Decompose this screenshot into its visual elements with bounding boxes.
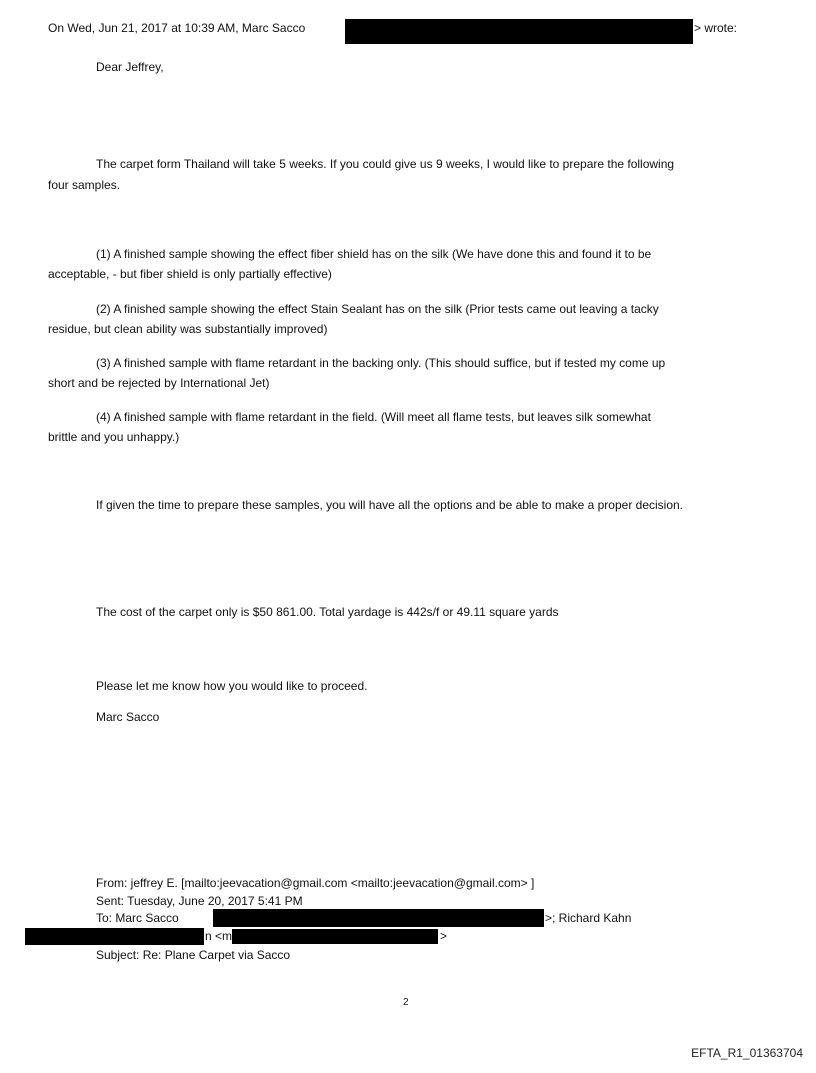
redaction-box [25,928,204,945]
redaction-box [213,909,544,927]
item-4-line-1: (4) A finished sample with flame retardant in the field. (Will meet all flame tests, but leaves silk somewhat [96,410,651,424]
signature: Marc Sacco [96,710,160,724]
greeting: Dear Jeffrey, [96,60,164,74]
item-3-line-2: short and be rejected by International Jet) [48,376,270,390]
redaction-box [232,929,438,944]
header-suffix: > wrote: [694,21,738,35]
options-line: If given the time to prepare these samples, you will have all the options and be able to make a proper decision. [96,498,684,512]
page-number: 2 [403,997,409,1008]
quoted-subject: Subject: Re: Plane Carpet via Sacco [96,948,291,962]
item-4-line-2: brittle and you unhappy.) [48,430,180,444]
item-1-line-1: (1) A finished sample showing the effect fiber shield has on the silk (We have done this and found it to be [96,247,652,261]
cost-line: The cost of the carpet only is $50 861.00. Total yardage is 442s/f or 49.11 square yards [96,605,559,619]
item-2-line-1: (2) A finished sample showing the effect Stain Sealant has on the silk (Prior tests came out leaving a tacky [96,302,659,316]
header-prefix: On Wed, Jun 21, 2017 at 10:39 AM, Marc Sacco [48,21,306,35]
intro-line-1: The carpet form Thailand will take 5 weeks. If you could give us 9 weeks, I would like to prepare the following [96,157,675,171]
intro-line-2: four samples. [48,178,121,192]
item-1-line-2: acceptable, - but fiber shield is only partially effective) [48,267,332,281]
quoted-sent: Sent: Tuesday, June 20, 2017 5:41 PM [96,894,303,908]
quoted-from: From: jeffrey E. [mailto:jeevacation@gmail.com <mailto:jeevacation@gmail.com> ] [96,876,535,890]
quoted-to-prefix: To: Marc Sacco [96,911,179,925]
item-2-line-2: residue, but clean ability was substantially improved) [48,322,328,336]
item-3-line-1: (3) A finished sample with flame retardant in the backing only. (This should suffice, but if tested my come up [96,356,666,370]
quoted-to-suffix: >; Richard Kahn [545,911,632,925]
redaction-box [345,19,693,44]
proceed-line: Please let me know how you would like to proceed. [96,679,368,693]
quoted-cc-fragment-1: n <m [205,929,233,943]
quoted-cc-fragment-2: > [440,929,448,943]
document-id: EFTA_R1_01363704 [691,1046,803,1060]
